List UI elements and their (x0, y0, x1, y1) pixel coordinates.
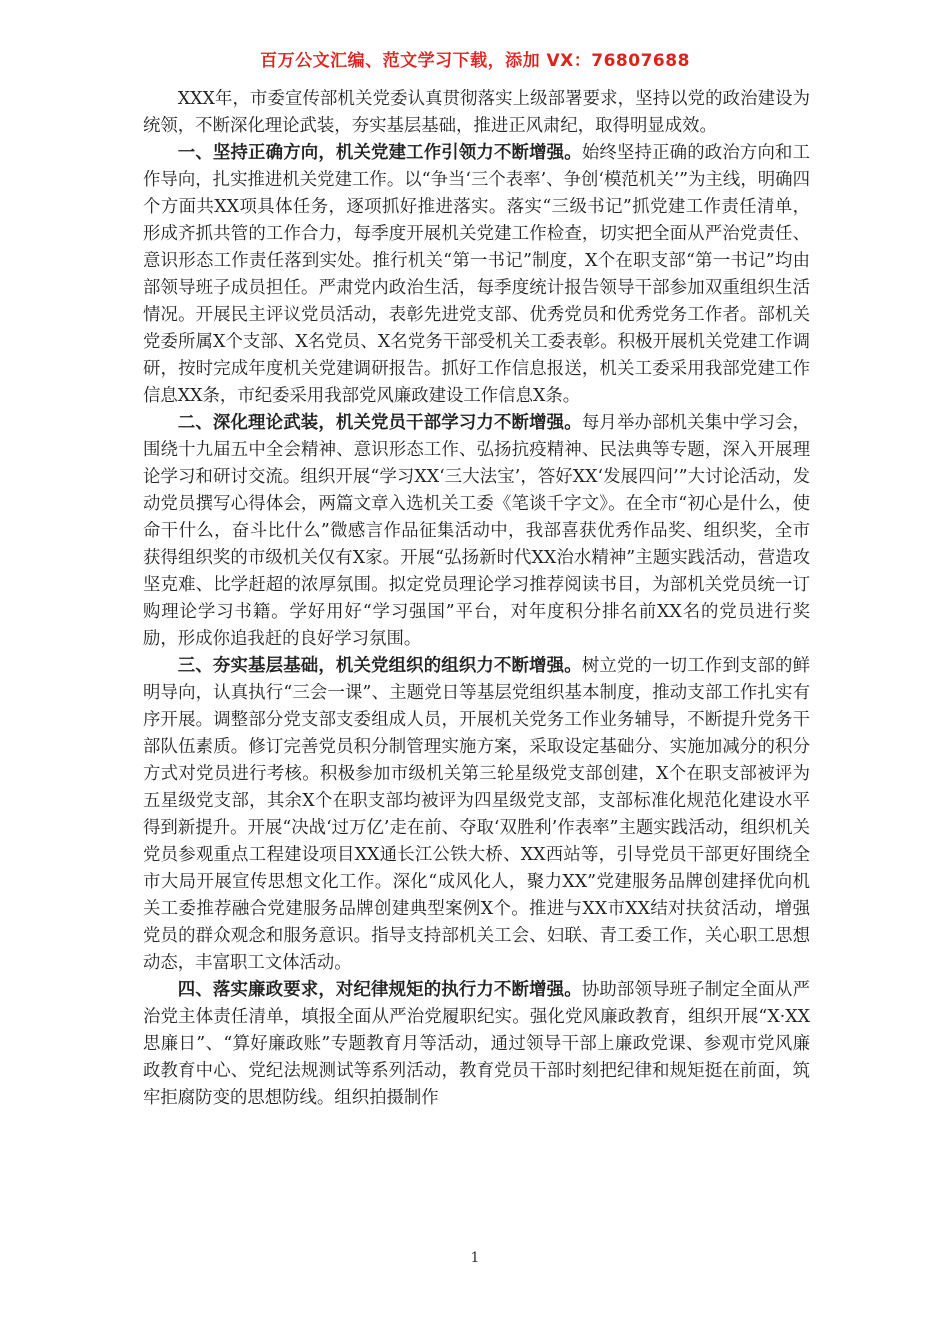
section-body-2: 每月举办部机关集中学习会，围绕十九届五中全会精神、意识形态工作、弘扬抗疫精神、民法典等专题，深入开展理论学习和研讨交流。组织开展“学习XX‘三大法宝’，答好XX‘发展四问’”大讨论活动，发动党员撰写心得体会，两篇文章入选机关工委《笔谈千字文》。在全市“初心是什么，使命干什么，奋斗比什么”微感言作品征集活动中，我部喜获优秀作品奖、组织奖，全市获得组织奖的市级机关仅有X家。开展“弘扬新时代XX治水精神”主题实践活动，营造攻坚克难、比学赶超的浓厚氛围。拟定党员理论学习推荐阅读书目，为部机关党员统一订购理论学习书籍。学好用好“学习强国”平台，对年度积分排名前XX名的党员进行奖励，形成你追我赶的良好学习氛围。 (143, 413, 810, 649)
section-heading-4: 四、落实廉政要求，对纪律规矩的执行力不断增强。 (177, 980, 582, 1000)
section-body-3: 树立党的一切工作到支部的鲜明导向，认真执行“三会一课”、主题党日等基层党组织基本制度，推动支部工作扎实有序开展。调整部分党支部支委组成人员，开展机关党务工作业务辅导，不断提升党务干部队伍素质。修订完善党员积分制管理实施方案，采取设定基础分、实施加减分的积分方式对党员进行考核。积极参加市级机关第三轮星级党支部创建，X个在职支部被评为五星级党支部，其余X个在职支部均被评为四星级党支部，支部标准化规范化建设水平得到新提升。开展“决战‘过万亿’走在前、夺取‘双胜利’作表率”主题实践活动，组织机关党员参观重点工程建设项目XX通长江公铁大桥、XX西站等，引导党员干部更好围绕全市大局开展宣传思想文化工作。深化“成风化人，聚力XX”党建服务品牌创建择优向机关工委推荐融合党建服务品牌创建典型案例X个。推进与XX市XX结对扶贫活动，增强党员的群众观念和服务意识。指导支持部机关工会、妇联、青工委工作，关心职工思想动态，丰富职工文体活动。 (143, 656, 810, 973)
section-heading-3: 三、夯实基层基础，机关党组织的组织力不断增强。 (177, 656, 582, 676)
section-body-1: 始终坚持正确的政治方向和工作导向，扎实推进机关党建工作。以“争当‘三个表率’、争创‘模范机关’”为主线，明确四个方面共XX项具体任务，逐项抓好推进落实。落实“三级书记”抓党建工作责任清单，形成齐抓共管的工作合力，每季度开展机关党建工作检查，切实把全面从严治党责任、意识形态工作责任落到实处。推行机关“第一书记”制度，X个在职支部“第一书记”均由部领导班子成员担任。严肃党内政治生活，每季度统计报告领导干部参加双重组织生活情况。开展民主评议党员活动，表彰先进党支部、优秀党员和优秀党务工作者。部机关党委所属X个支部、X名党员、X名党务干部受机关工委表彰。积极开展机关党建工作调研，按时完成年度机关党建调研报告。抓好工作信息报送，机关工委采用我部党建工作信息XX条，市纪委采用我部党风廉政建设工作信息X条。 (143, 143, 810, 406)
section-paragraph-3 (143, 653, 810, 977)
intro-paragraph: XXX年，市委宣传部机关党委认真贯彻落实上级部署要求，坚持以党的政治建设为统领，不断深化理论武装，夯实基层基础，推进正风肃纪，取得明显成效。 (143, 89, 810, 136)
section-paragraph-1 (143, 140, 810, 410)
section-body-4: 协助部领导班子制定全面从严治党主体责任清单，填报全面从严治党履职纪实。强化党风廉政教育，组织开展“X·XX思廉日”、“算好廉政账”专题教育月等活动，通过领导干部上廉政党课、参观市党风廉政教育中心、党纪法规测试等系列活动，教育党员干部时刻把纪律和规矩挺在前面，筑牢拒腐防变的思想防线。组织拍摄制作 (143, 980, 810, 1108)
watermark-header: 百万公文汇编、范文学习下载，添加 VX：76807688 (260, 51, 690, 71)
page-number: 1 (470, 1250, 480, 1266)
section-heading-2: 二、深化理论武装，机关党员干部学习力不断增强。 (177, 413, 582, 433)
document-body (143, 86, 810, 1112)
section-paragraph-4 (143, 977, 810, 1112)
section-paragraph-2 (143, 410, 810, 653)
section-heading-1: 一、坚持正确方向，机关党建工作引领力不断增强。 (177, 143, 582, 163)
